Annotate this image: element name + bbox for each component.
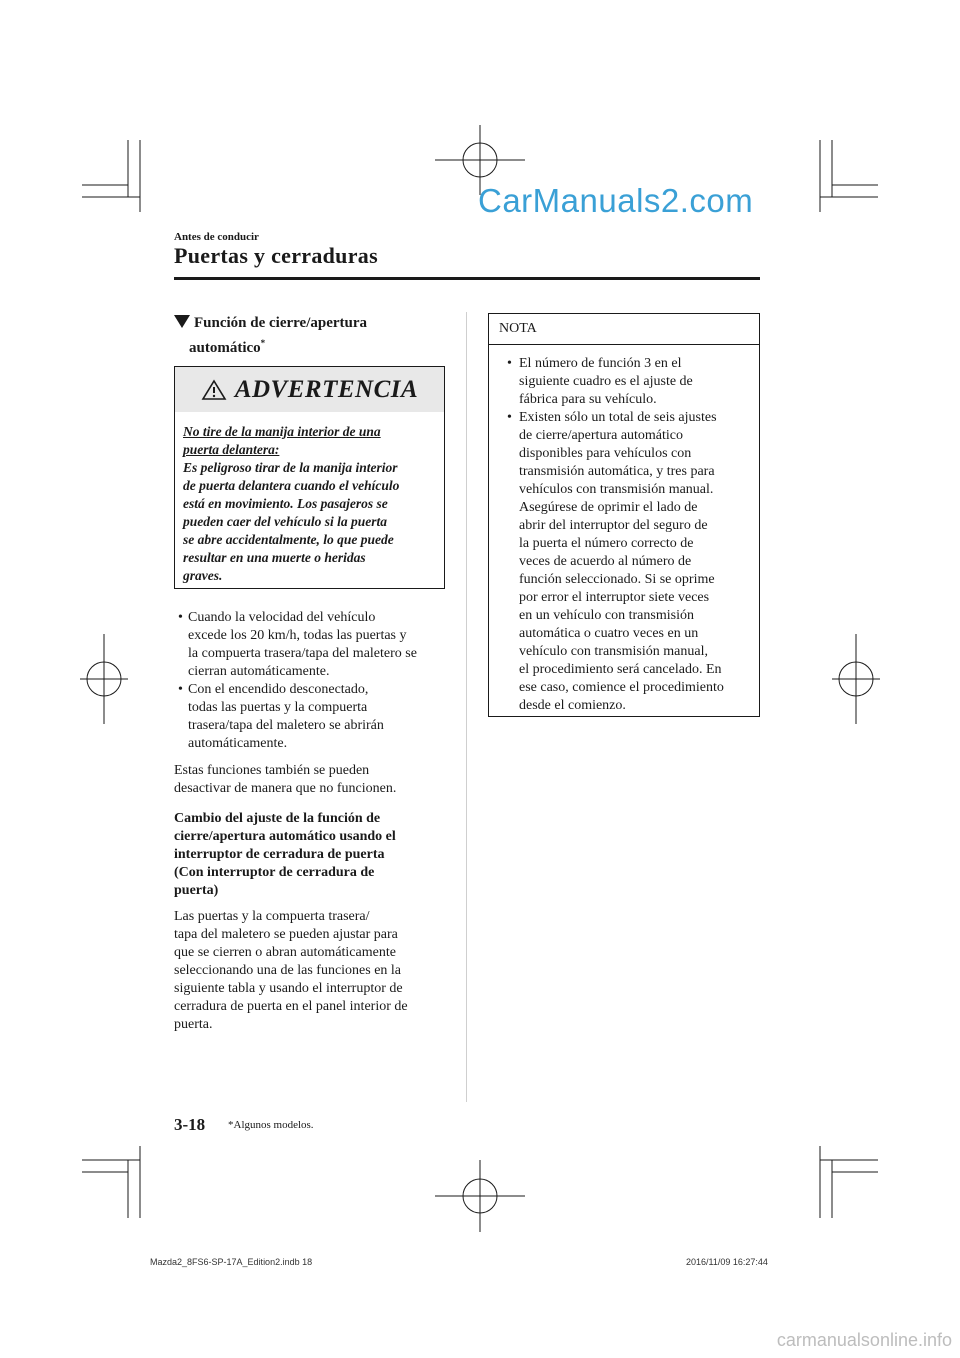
- bullet-list: [176, 609, 452, 753]
- footnote-marker: *: [260, 338, 266, 348]
- procedure-heading: Cambio del ajuste de la función de cierre/apertura automático usando el interruptor de cerradura de puerta (Con interruptor de cerradura de puerta): [174, 811, 396, 898]
- paragraph: Estas funciones también se pueden desactivar de manera que no funcionen.: [174, 763, 397, 796]
- subsection-heading: Función de cierre/apertura automático*: [174, 313, 454, 358]
- bullet-dot-icon: •: [178, 610, 183, 625]
- note-box: [488, 313, 760, 717]
- note-text: [489, 345, 759, 715]
- list-item: • El número de función 3 en el siguiente cuadro es el ajuste de fábrica para su vehículo.: [507, 356, 693, 407]
- note-title: NOTA: [489, 314, 759, 345]
- warning-text: No tire de la manija interior de una puerta delantera: Es peligroso tirar de la manija interior de puerta delantera cuando el vehículo está en movimiento. Los pasajeros se pueden caer del vehículo si la puerta se abre accidentalmente, lo que puede resultar en una muerte o heridas graves.: [183, 424, 400, 583]
- paragraph: Las puertas y la compuerta trasera/ tapa del maletero se pueden ajustar para que se cierren o abran automáticamente seleccionando una de las funciones en la siguiente tabla y usando el interruptor de cerradura de puerta en el panel interior de puerta.: [174, 909, 408, 1032]
- warning-triangle-icon: [201, 379, 227, 401]
- warning-header: [175, 367, 444, 412]
- column-divider: [466, 312, 467, 1102]
- page-number: 3-18: [174, 1115, 206, 1134]
- bullet-dot-icon: •: [507, 356, 512, 371]
- watermark-bottom: carmanualsonline.info: [776, 1330, 952, 1350]
- triangle-marker-icon: [174, 315, 190, 328]
- print-timestamp: 2016/11/09 16:27:44: [686, 1257, 768, 1267]
- watermark-logo-top: CarManuals2.com: [478, 182, 754, 219]
- bullet-dot-icon: •: [178, 682, 183, 697]
- warning-title: ADVERTENCIA: [234, 375, 419, 403]
- page-title: Puertas y cerraduras: [174, 243, 378, 268]
- header-rule: [174, 277, 760, 280]
- bullet-dot-icon: •: [507, 410, 512, 425]
- print-file-name: Mazda2_8FS6-SP-17A_Edition2.indb 18: [150, 1257, 313, 1267]
- list-item: • Con el encendido desconectado, todas las puertas y la compuerta trasera/tapa del maletero se abrirán automáticamente.: [178, 682, 384, 751]
- list-item: • Existen sólo un total de seis ajustes de cierre/apertura automático disponibles para vehículos con transmisión automática, y tres para vehículos con transmisión manual. Asegúrese de oprimir el lado de abrir del interruptor del seguro de la puerta el número correcto de veces de acuerdo al número de función seleccionado. Si se oprime por error el interruptor siete veces en un vehículo con transmisión automática o cuatro veces en un vehículo con transmisión manual, el procedimiento será cancelado. En ese caso, comience el procedimiento desde el comienzo.: [507, 410, 724, 713]
- warning-box: [174, 366, 445, 589]
- list-item: • Cuando la velocidad del vehículo excede los 20 km/h, todas las puertas y la compuerta trasera/tapa del maletero se cierran automáticamente.: [178, 610, 417, 679]
- footnote: *Algunos modelos.: [228, 1119, 314, 1131]
- section-label: Antes de conducir: [174, 231, 259, 243]
